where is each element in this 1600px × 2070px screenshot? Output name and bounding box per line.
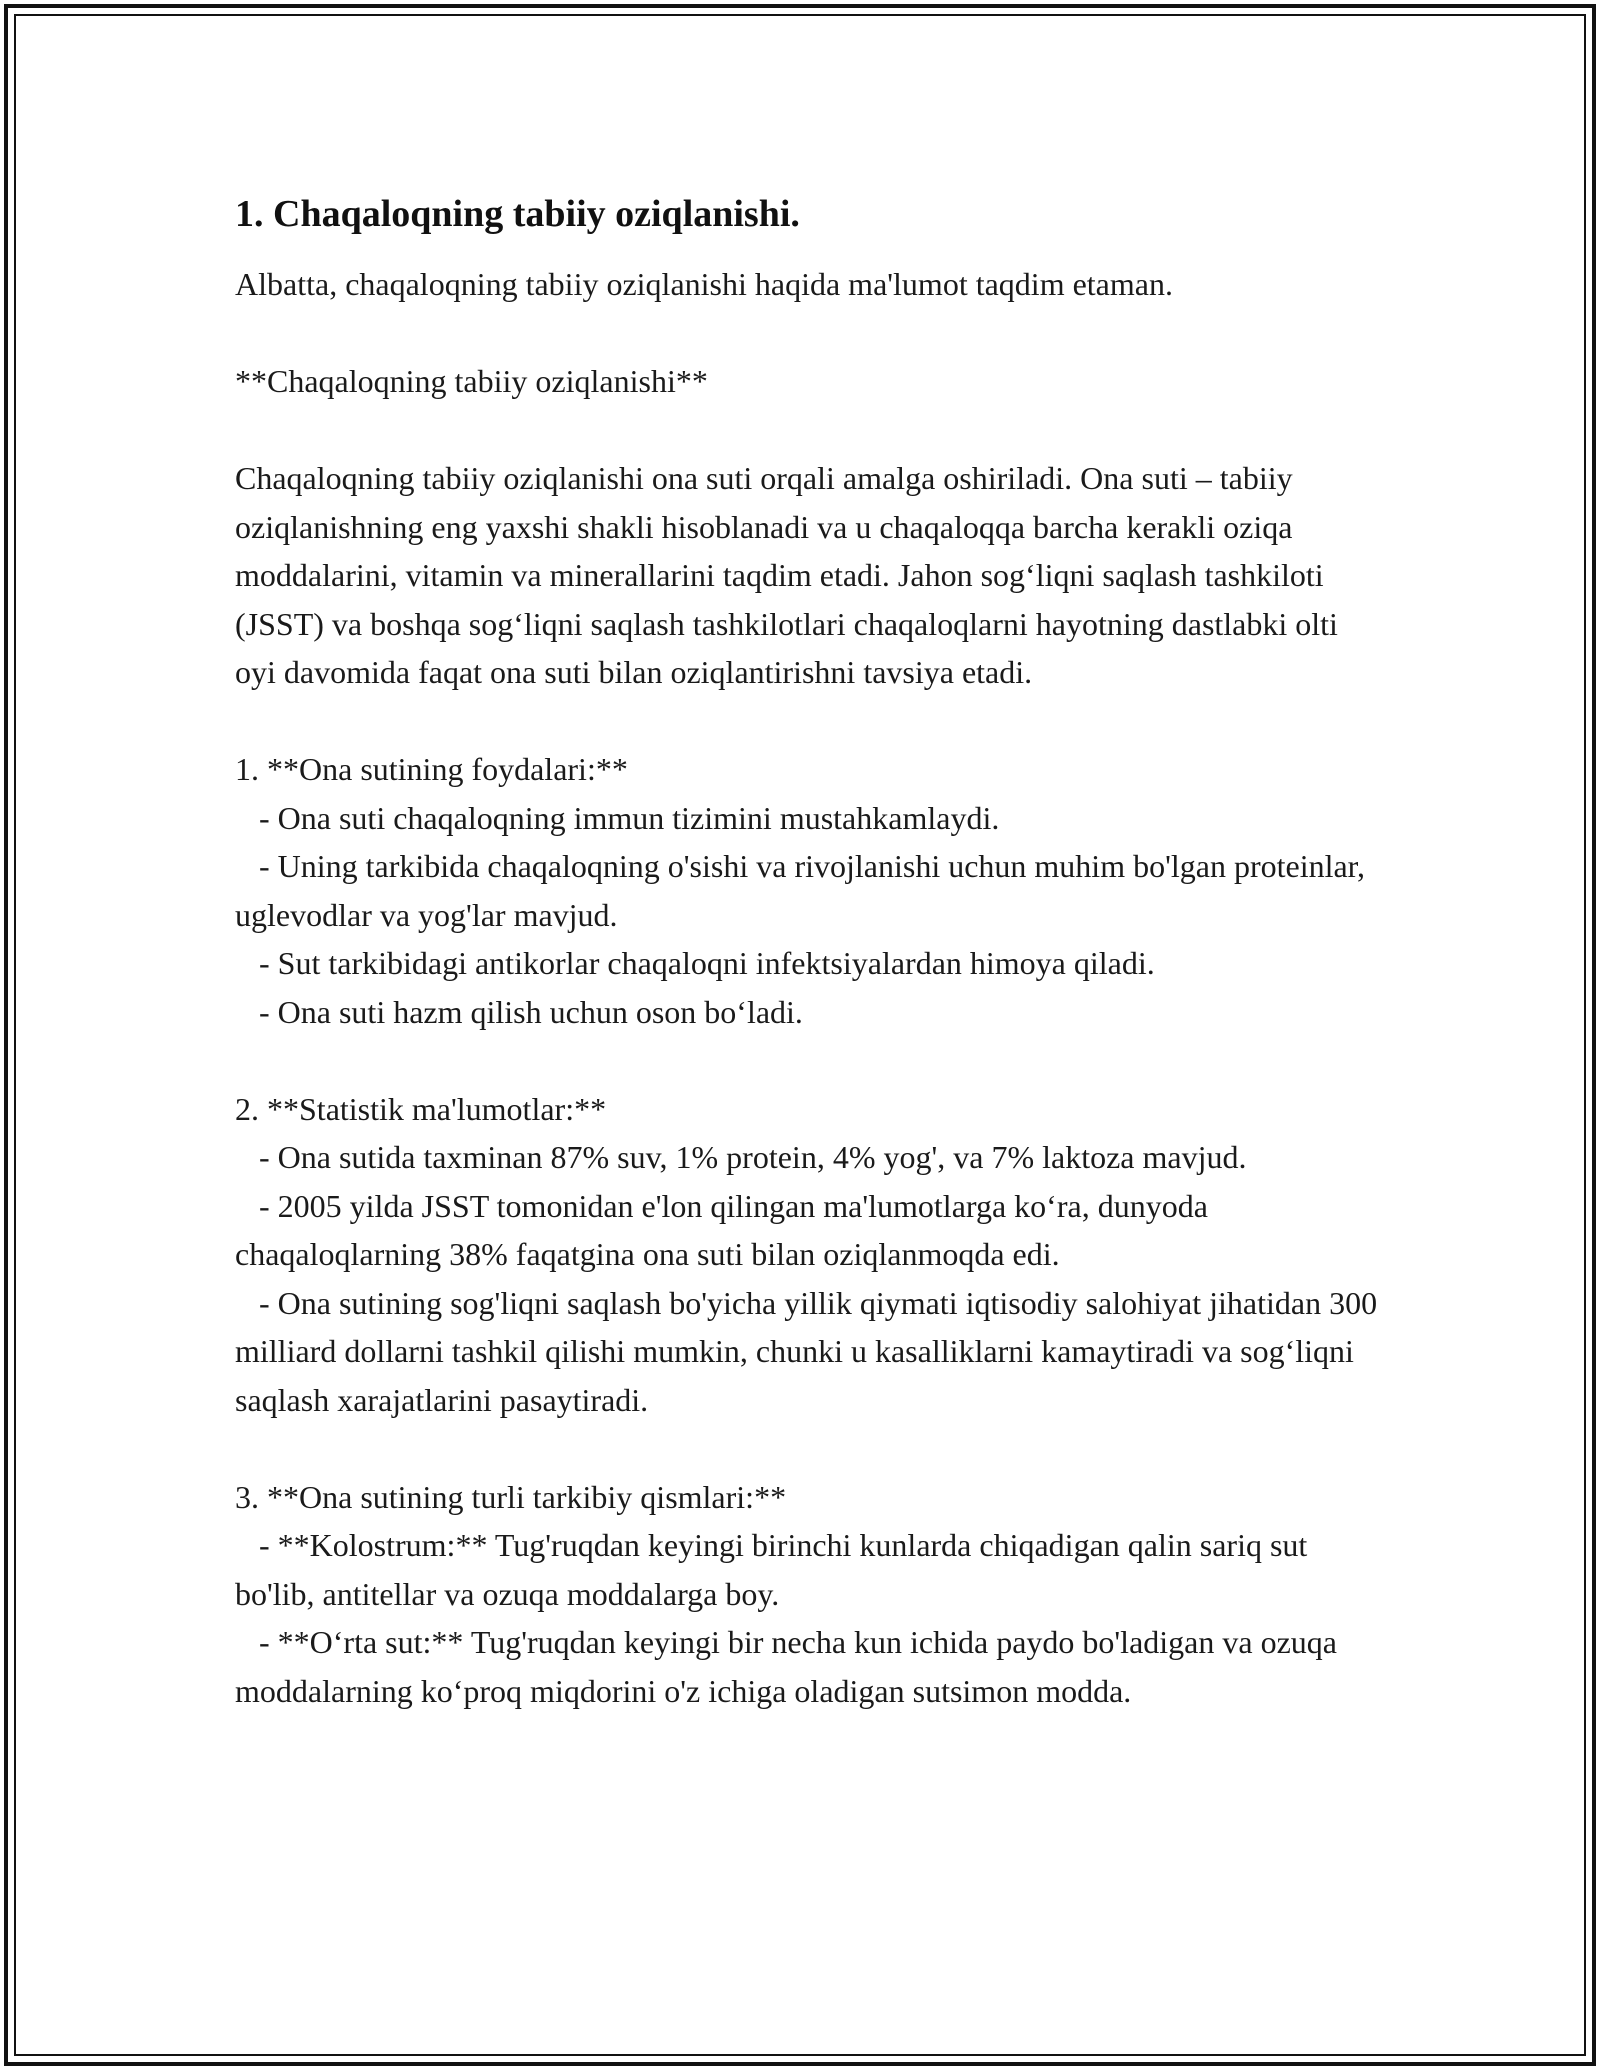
section-heading-main: **Chaqaloqning tabiiy oziqlanishi** (235, 363, 708, 399)
section-heading: 3. **Ona sutining turli tarkibiy qismlari:** (235, 1478, 787, 1515)
section-benefits (235, 745, 1385, 1036)
section-statistics (235, 1085, 1385, 1425)
main-paragraph: Chaqaloqning tabiiy oziqlanishi ona suti orqali amalga oshiriladi. Ona suti – tabiiy oziqlanishning eng yaxshi shakli hisoblanadi va u chaqaloqqa barcha kerakli oziqa moddalarini, vitamin va minerallarini taqdim etadi. Jahon sog‘liqni saqlash tashkiloti (JSST) va boshqa sog‘liqni saqlash tashkilotlari chaqaloqlarni hayotning dastlabki olti oyi davomida faqat ona suti bilan oziqlantirishni tavsiya etadi. (235, 460, 1338, 690)
document-body (235, 188, 1385, 1715)
section-heading: 2. **Statistik ma'lumotlar:** (235, 1090, 607, 1127)
list-item: - Ona suti hazm qilish uchun oson bo‘ladi. (259, 993, 803, 1030)
intro-paragraph: Albatta, chaqaloqning tabiiy oziqlanishi haqida ma'lumot taqdim etaman. (235, 266, 1173, 302)
list-item: - Sut tarkibidagi antikorlar chaqaloqni infektsiyalardan himoya qiladi. (259, 945, 1155, 981)
list-item: - **O‘rta sut:** Tug'ruqdan keyingi bir necha kun ichida paydo bo'ladigan va ozuqa moddalarning ko‘proq miqdorini o'z ichiga oladigan sutsimon modda. (235, 1624, 1337, 1709)
list-item: - Ona sutining sog'liqni saqlash bo'yicha yillik qiymati iqtisodiy salohiyat jihatidan 300 milliard dollarni tashkil qilishi mumkin, chunki u kasalliklarni kamaytiradi va sog‘liqni saqlash xarajatlarini pasaytiradi. (235, 1284, 1378, 1418)
section-components (235, 1473, 1385, 1716)
list-item: - 2005 yilda JSST tomonidan e'lon qilingan ma'lumotlarga ko‘ra, dunyoda chaqaloqlarning 38% faqatgina ona suti bilan oziqlanmoqda edi. (235, 1187, 1208, 1272)
list-item: - **Kolostrum:** Tug'ruqdan keyingi birinchi kunlarda chiqadigan qalin sariq sut bo'lib, antitellar va ozuqa moddalarga boy. (235, 1527, 1308, 1612)
list-item: - Ona sutida taxminan 87% suv, 1% protein, 4% yog', va 7% laktoza mavjud. (259, 1139, 1247, 1175)
document-title: 1. Chaqaloqning tabiiy oziqlanishi. (235, 193, 800, 235)
list-item: - Ona suti chaqaloqning immun tizimini mustahkamlaydi. (259, 799, 1000, 836)
list-item: - Uning tarkibida chaqaloqning o'sishi va rivojlanishi uchun muhim bo'lgan proteinlar, uglevodlar va yog'lar mavjud. (235, 848, 1366, 933)
section-heading: 1. **Ona sutining foydalari:** (235, 751, 628, 787)
